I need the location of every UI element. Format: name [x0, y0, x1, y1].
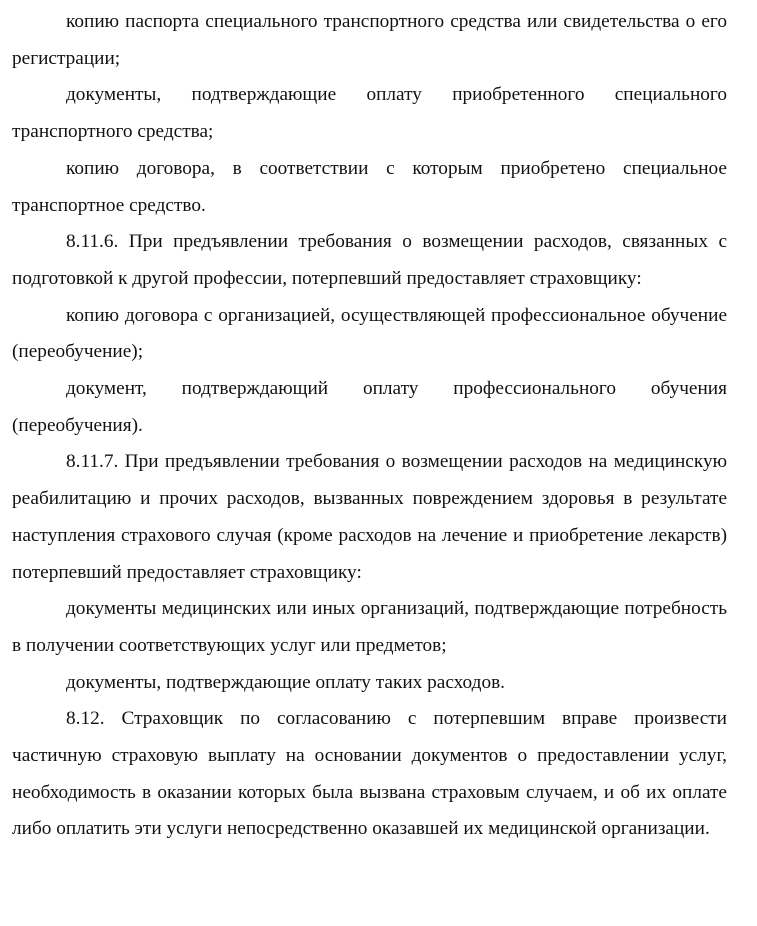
paragraph-training-contract: копию договора с организацией, осуществляющей профессиональное обучение (переобучение);	[12, 304, 727, 363]
paragraph-payment-documents: документы, подтверждающие оплату приобретенного специального транспортного средства;	[12, 84, 727, 143]
paragraph-expense-payment: документы, подтверждающие оплату таких расходов.	[66, 671, 506, 693]
document-page	[12, 4, 727, 848]
paragraph-8-11-6: 8.11.6. При предъявлении требования о возмещении расходов, связанных с подготовкой к другой профессии, потерпевший предоставляет страховщику:	[12, 231, 727, 289]
paragraph-training-payment: документ, подтверждающий оплату профессионального обучения (переобучения).	[12, 378, 727, 436]
paragraph-8-11-7: 8.11.7. При предъявлении требования о возмещении расходов на медицинскую реабилитацию и прочих расходов, вызванных повреждением здоровья в результате наступления страхового случая (кроме расходов на лечение и приобретение лекарств) потерпевший предоставляет страховщику:	[12, 451, 727, 583]
paragraph-medical-documents: документы медицинских или иных организаций, подтверждающие потребность в получении соответствующих услуг или предметов;	[12, 598, 727, 656]
paragraph-8-12: 8.12. Страховщик по согласованию с потерпевшим вправе произвести частичную страховую выплату на основании документов о предоставлении услуг, необходимость в оказании которых была вызвана страховым случаем, и об их оплате либо оплатить эти услуги непосредственно оказавшей их медицинской организации.	[12, 708, 727, 840]
paragraph-passport-copy: копию паспорта специального транспортного средства или свидетельства о его регистрации;	[12, 11, 727, 69]
paragraph-contract-copy: копию договора, в соответствии с которым приобретено специальное транспортное средство.	[12, 157, 727, 216]
